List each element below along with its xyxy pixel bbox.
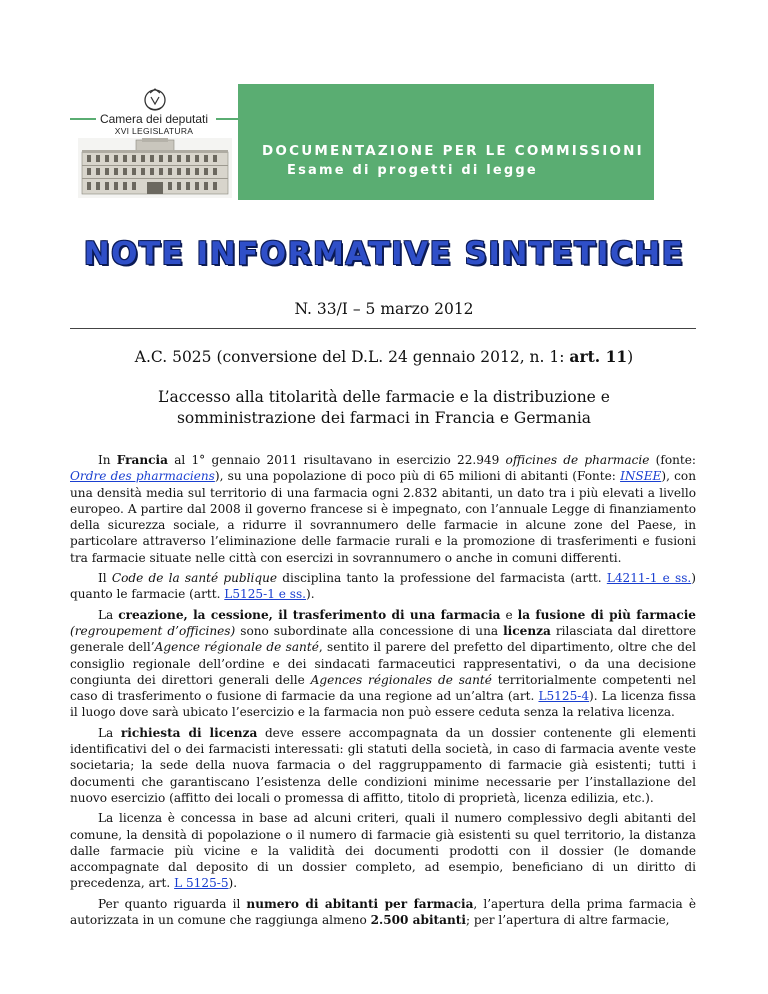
text-bold: creazione, la cessione, il trasferimento di una farmacia	[118, 607, 501, 622]
text-bold: licenza	[503, 623, 551, 638]
text: ; per l’apertura di altre farmacie,	[465, 913, 670, 928]
act-article: art. 11	[569, 347, 628, 366]
text: Per quanto riguarda il	[98, 896, 247, 911]
paragraph-5	[70, 810, 696, 891]
text: ), su una popolazione di poco più di 65 milioni di abitanti (Fonte:	[214, 469, 621, 484]
commission-doc-banner	[238, 84, 654, 200]
text-bold: 2.500 abitanti	[370, 913, 466, 928]
text: ) quanto le farmacie (artt.	[70, 571, 696, 602]
page-title: NOTE INFORMATIVE SINTETICHE	[83, 236, 685, 272]
text: In	[98, 453, 117, 467]
act-prefix: A.C. 5025 (conversione del D.L. 24 gennaio 2012, n. 1:	[134, 348, 570, 366]
paragraph-3	[70, 607, 696, 721]
paragraph-1	[70, 452, 696, 566]
institution-name: Camera dei deputati	[99, 112, 209, 126]
republic-emblem-icon	[141, 87, 169, 113]
link-insee[interactable]	[620, 469, 661, 483]
document-subject: L’accesso alla titolarità delle farmacie e la distribuzione e somministrazione dei farmaci in Francia e Germania	[158, 388, 610, 427]
text: , sentito il parere del prefetto del dipartimento, oltre che del consiglio regionale dell’ordine e dei sindacati farmaceutici rappresentativi, o da una decisione congiunta dei direttori generali delle	[70, 640, 697, 687]
doc-series-subtitle: Esame di progetti di legge	[287, 163, 538, 178]
text-bold: Francia	[116, 453, 168, 467]
link-ordre-des-pharmaciens[interactable]	[70, 469, 215, 483]
link-l5125-4[interactable]: L5125-4	[538, 689, 590, 704]
text: ). La licenza fissa il luogo dove sarà ubicato l’esercizio e la farmacia non può essere ceduta senza la relativa licenza.	[70, 689, 696, 720]
link-text: INSEE	[620, 469, 662, 484]
institution-logo-block	[70, 84, 238, 200]
palazzo-montecitorio-image	[78, 138, 232, 198]
text-italic: (regroupement d’officines)	[70, 623, 236, 638]
text: e	[500, 607, 518, 622]
text: La	[98, 725, 121, 740]
doc-series-title: DOCUMENTAZIONE PER LE COMMISSIONI	[262, 143, 644, 159]
text-italic: Code de la santé publique	[111, 571, 278, 586]
text: ).	[306, 587, 315, 602]
document-body	[70, 452, 696, 932]
text: (fonte:	[649, 453, 696, 467]
text-bold: la fusione di più farmacie	[517, 607, 696, 622]
link-l5125-5[interactable]: L 5125-5	[174, 876, 229, 891]
text-bold: numero di abitanti per farmacia	[246, 896, 474, 911]
paragraph-6	[70, 896, 696, 929]
text-bold: richiesta di licenza	[120, 725, 258, 740]
text: ).	[228, 876, 238, 891]
link-l5125-1[interactable]: L5125-1 e ss.	[224, 587, 306, 602]
text: Il	[98, 571, 112, 586]
text: deve essere accompagnata da un dossier contenente gli elementi identificativi del o dei farmacisti interessati: gli statuti della società, in caso di farmacia avente veste societaria; la sede della nuova farmacia o del raggruppamento di farmacie già esistenti; tutti i documenti che garantiscano l’esistenza delle condizioni minime necessarie per l’installazione del nuovo esercizio (affitto dei locali o promessa di affitto, titolo di proprietà, licenza edilizia, etc.).	[70, 725, 696, 805]
header-banner	[70, 84, 654, 200]
text-italic: Agence régionale de santé	[154, 640, 319, 655]
divider	[70, 328, 696, 329]
text-italic: Agences régionales de santé	[310, 672, 492, 687]
text: disciplina tanto la professione del farmacista (artt.	[277, 571, 607, 586]
act-suffix: )	[627, 348, 634, 366]
issue-number-date: N. 33/I – 5 marzo 2012	[294, 300, 474, 318]
text: sono subordinate alla concessione di una	[235, 623, 504, 638]
text: , l’apertura della prima farmacia è autorizzata in un comune che raggiunga almeno	[70, 896, 696, 928]
link-l4211-1[interactable]: L4211-1 e ss.	[606, 571, 692, 586]
legislature-label: XVI LEGISLATURA	[114, 126, 194, 136]
text: La	[98, 607, 119, 622]
text: territorialmente competenti nel caso di trasferimento o fusione di farmacie da una regione ad un’altra (art.	[70, 672, 696, 704]
link-text: Ordre des pharmaciens	[70, 469, 215, 484]
act-reference	[0, 347, 768, 366]
text: La licenza è concessa in base ad alcuni criteri, quali il numero complessivo degli abitanti del comune, la densità di popolazione o il numero di farmacie già esistenti su quel territorio, la distanza dalle farmacie più vicine e la validità dei documenti prodotti con il dossier (le domande accompagnate dal deposito di un dossier completo, ad esempio, beneficiano di un diritto di precedenza, art.	[70, 811, 696, 891]
paragraph-2	[70, 570, 696, 603]
text-italic: officines de pharmacie	[505, 453, 650, 467]
text: ), con una densità media sul territorio di una farmacia ogni 2.832 abitanti, un dato tra i più elevati a livello europeo. A partire dal 2008 il governo francese si è impegnato, con l’annuale Legge di finanziamento della sicurezza sociale, a ridurre il sovrannumero delle farmacie in alcune zone del Paese, in particolare attraverso l’eliminazione delle farmacie rurali e la promozione di trasferimenti e fusioni tra farmacie situate nelle città con esercizi in sovrannumero o anche in comuni differenti.	[70, 469, 696, 565]
text: al 1° gennaio 2011 risultavano in esercizio 22.949	[167, 453, 506, 467]
paragraph-4	[70, 725, 696, 806]
text: rilasciata dal direttore generale dell’	[70, 623, 696, 655]
